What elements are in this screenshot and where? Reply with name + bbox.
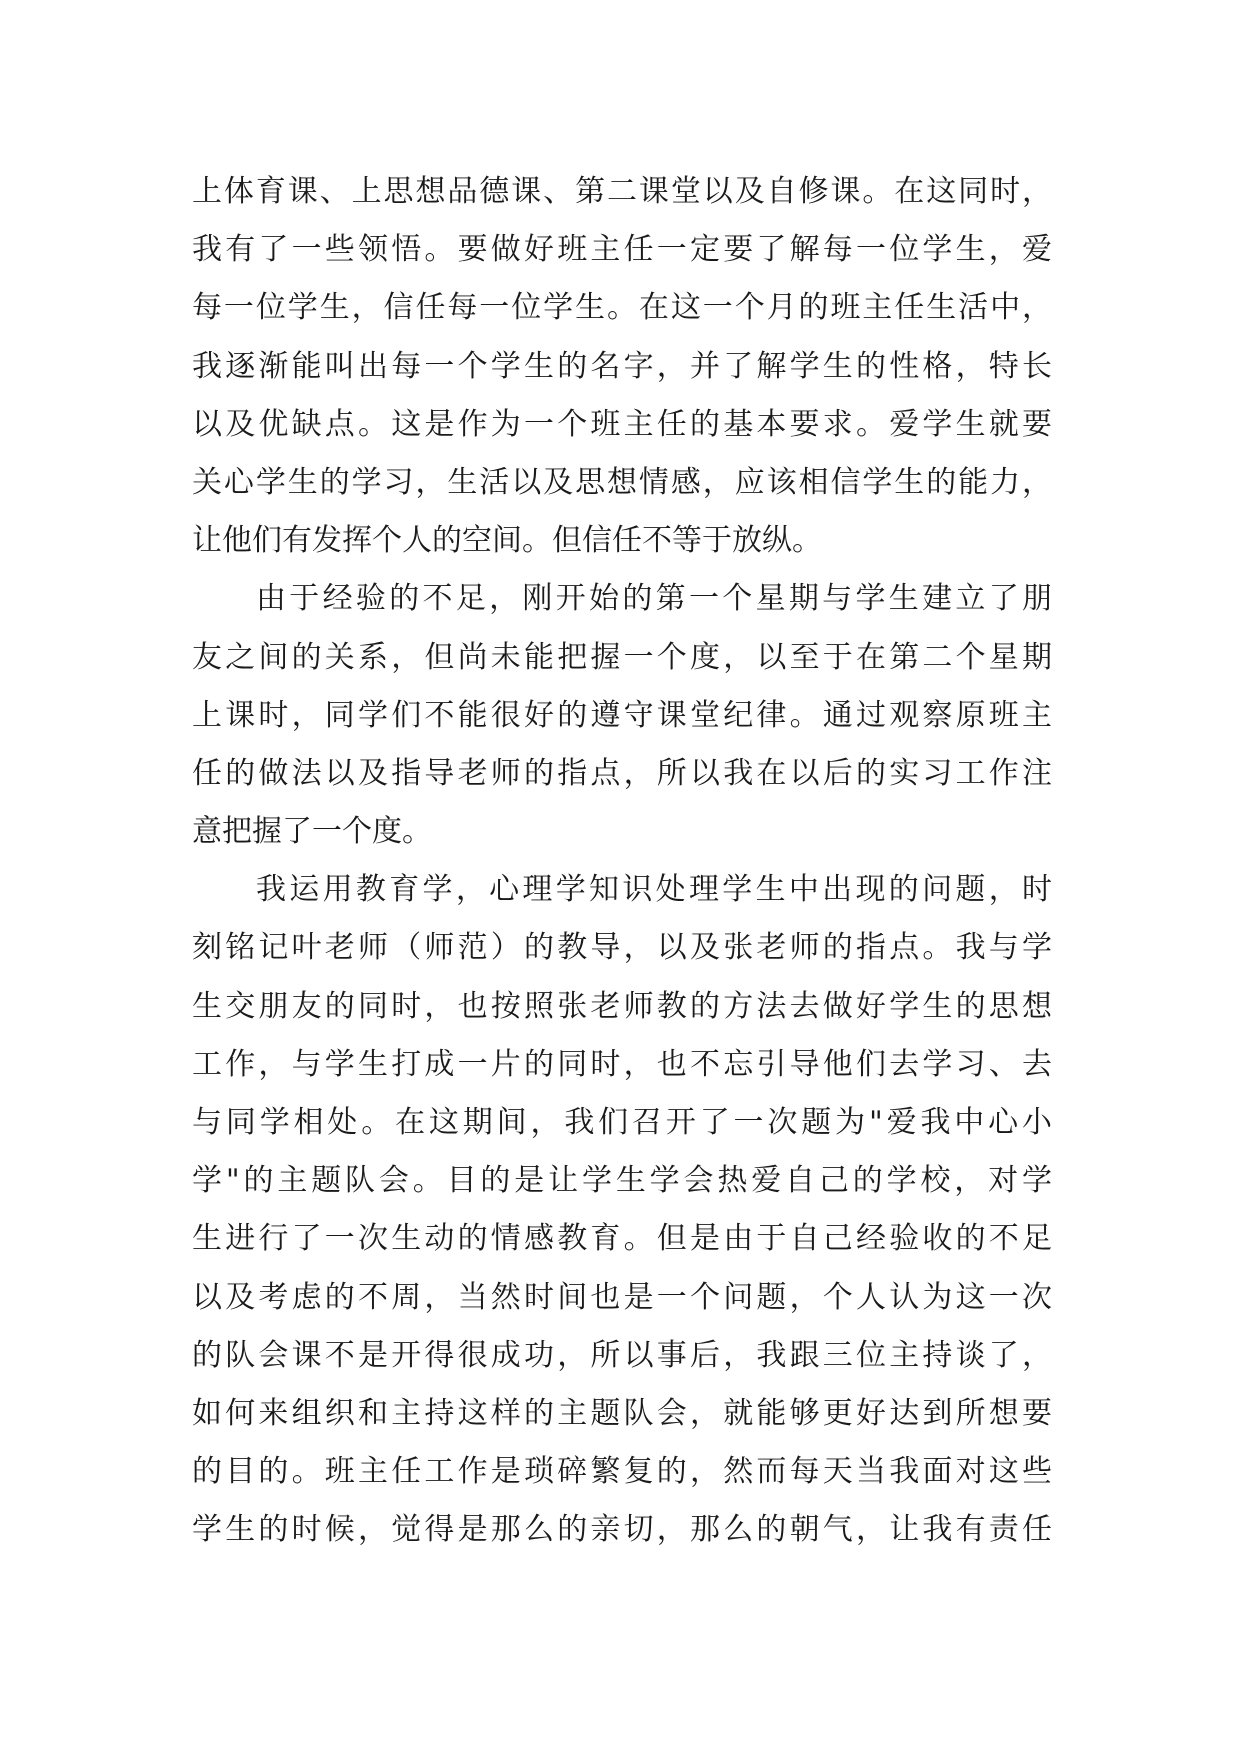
text-line: 我逐渐能叫出每一个学生的名字，并了解学生的性格，特长 (192, 348, 1052, 384)
text-line: 学生的时候，觉得是那么的亲切，那么的朝气，让我有责任 (192, 1512, 1052, 1548)
text-line: 由于经验的不足，刚开始的第一个星期与学生建立了朋 (256, 581, 1052, 617)
text-line: 的队会课不是开得很成功，所以事后，我跟三位主持谈了， (192, 1337, 1052, 1373)
text-line: 以及优缺点。这是作为一个班主任的基本要求。爱学生就要 (192, 406, 1052, 442)
text-line: 每一位学生，信任每一位学生。在这一个月的班主任生活中， (192, 290, 1052, 326)
text-line: 上课时，同学们不能很好的遵守课堂纪律。通过观察原班主 (192, 697, 1052, 733)
text-line: 以及考虑的不周，当然时间也是一个问题，个人认为这一次 (192, 1279, 1052, 1315)
text-line: 关心学生的学习，生活以及思想情感，应该相信学生的能力， (192, 464, 1052, 500)
text-line: 如何来组织和主持这样的主题队会，就能够更好达到所想要 (192, 1395, 1052, 1431)
text-line: 友之间的关系，但尚未能把握一个度，以至于在第二个星期 (192, 639, 1052, 675)
body-text (192, 163, 1052, 1560)
paragraph (192, 163, 1052, 570)
text-line: 让他们有发挥个人的空间。但信任不等于放纵。 (192, 523, 822, 559)
text-line: 与同学相处。在这期间，我们召开了一次题为"爱我中心小 (192, 1105, 1052, 1140)
text-line: 我有了一些领悟。要做好班主任一定要了解每一位学生，爱 (192, 232, 1052, 268)
text-line: 工作，与学生打成一片的同时，也不忘引导他们去学习、去 (192, 1046, 1052, 1082)
paragraph (192, 861, 1052, 1559)
text-line: 生进行了一次生动的情感教育。但是由于自己经验收的不足 (192, 1221, 1052, 1257)
text-line: 任的做法以及指导老师的指点，所以我在以后的实习工作注 (192, 755, 1052, 791)
text-line: 上体育课、上思想品德课、第二课堂以及自修课。在这同时， (192, 174, 1052, 209)
text-line: 学"的主题队会。目的是让学生学会热爱自己的学校，对学 (192, 1163, 1052, 1199)
text-line: 意把握了一个度。 (192, 814, 432, 850)
text-line: 我运用教育学，心理学知识处理学生中出现的问题，时 (256, 872, 1052, 908)
text-line: 刻铭记叶老师（师范）的教导，以及张老师的指点。我与学 (192, 930, 1052, 966)
text-line: 的目的。班主任工作是琐碎繁复的，然而每天当我面对这些 (192, 1454, 1052, 1490)
paragraph (192, 570, 1052, 861)
text-line: 生交朋友的同时，也按照张老师教的方法去做好学生的思想 (192, 988, 1052, 1024)
